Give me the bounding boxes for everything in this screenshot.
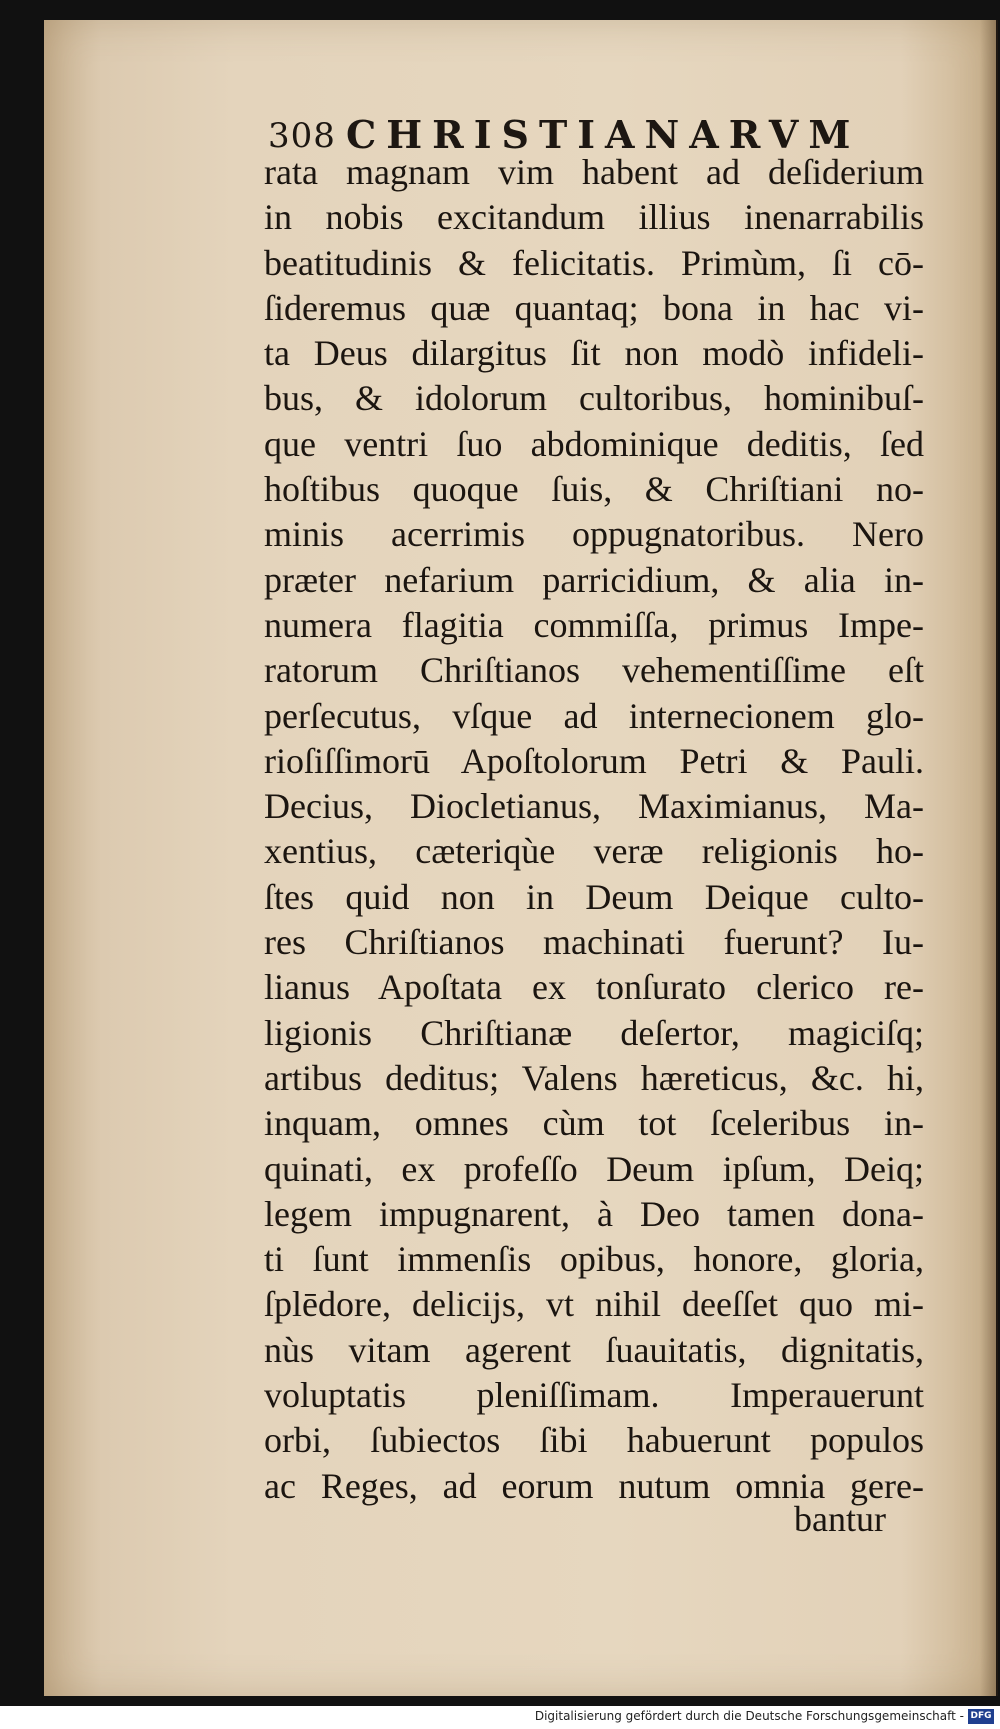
text-line: ac Reges, ad eorum nutum omnia gere- [264, 1465, 924, 1506]
text-line: hoſtibus quoque ſuis, & Chriſtiani no- [264, 469, 924, 510]
text-line: rioſiſſimorū Apoſtolorum Petri & Pauli. [264, 740, 924, 781]
text-line: inquam, omnes cùm tot ſceleribus in- [264, 1103, 924, 1144]
footer-strip [0, 1706, 1000, 1729]
text-line: perſecutus, vſque ad internecionem glo- [264, 695, 924, 736]
text-line: ſplēdore, delicijs, vt nihil deeſſet quo mi- [264, 1284, 924, 1325]
text-line: ligionis Chriſtianæ deſertor, magiciſq; [264, 1012, 924, 1053]
text-line: ratorum Chriſtianos vehementiſſime eſt [264, 650, 924, 691]
funding-credit: Digitalisierung gefördert durch die Deutsche Forschungsgemeinschaft - [534, 1709, 964, 1723]
text-line: ſtes quid non in Deum Deique culto- [264, 876, 924, 917]
catchword: bantur [794, 1499, 886, 1539]
text-line: minis acerrimis oppugnatoribus. Nero [264, 514, 924, 555]
text-line: que ventri ſuo abdominique deditis, ſed [264, 423, 924, 464]
running-head: CHRISTIANARVM [346, 112, 861, 157]
text-line: legem impugnarent, à Deo tamen dona- [264, 1193, 924, 1234]
book-page [44, 20, 996, 1696]
text-line: artibus deditus; Valens hæreticus, &c. hi, [264, 1057, 924, 1098]
text-line: quinati, ex profeſſo Deum ipſum, Deiq; [264, 1148, 924, 1189]
text-line: res Chriſtianos machinati fuerunt? Iu- [264, 922, 924, 963]
text-line: bus, & idolorum cultoribus, hominibuſ- [264, 378, 924, 419]
text-line: lianus Apoſtata ex tonſurato clerico re- [264, 967, 924, 1008]
dfg-logo-icon: DFG [968, 1709, 994, 1724]
text-line: xentius, cæteriqùe veræ religionis ho- [264, 831, 924, 872]
text-line: præter nefarium parricidium, & alia in- [264, 559, 924, 600]
text-line: orbi, ſubiectos ſibi habuerunt populos [264, 1420, 924, 1461]
text-line: numera flagitia commiſſa, primus Impe- [264, 604, 924, 645]
text-line: nùs vitam agerent ſuauitatis, dignitatis, [264, 1329, 924, 1370]
text-line: Decius, Diocletianus, Maximianus, Ma- [264, 786, 924, 827]
body-text [264, 150, 924, 1509]
text-line: ſideremus quæ quantaq; bona in hac vi- [264, 287, 924, 328]
text-line: ti ſunt immenſis opibus, honore, gloria, [264, 1239, 924, 1280]
page-number: 308 [268, 116, 336, 156]
text-line: ta Deus dilargitus ſit non modò infideli- [264, 333, 924, 374]
text-line: in nobis excitandum illius inenarrabilis [264, 197, 924, 238]
text-line: voluptatis pleniſſimam. Imperauerunt [264, 1375, 924, 1416]
text-line: rata magnam vim habent ad deſiderium [264, 152, 924, 192]
text-line: beatitudinis & felicitatis. Primùm, ſi cō- [264, 242, 924, 283]
